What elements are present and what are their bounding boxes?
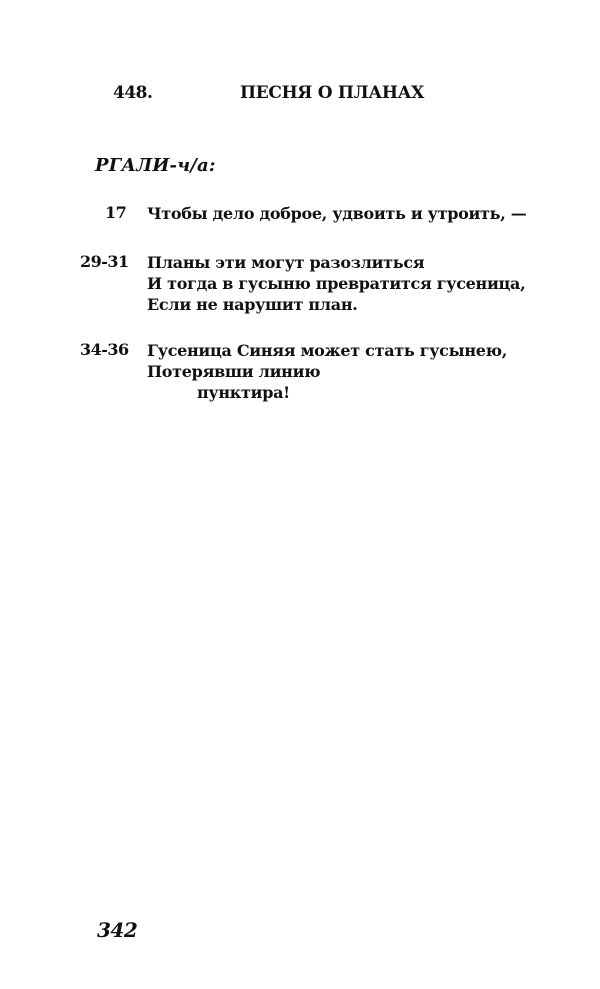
- variant-text: [147, 252, 525, 315]
- verse-line: Планы эти могут разозлиться: [147, 253, 425, 272]
- line-reference: 29-31: [80, 252, 129, 271]
- line-reference: 34-36: [80, 340, 129, 359]
- variant-text: [147, 340, 507, 403]
- verse-line: Гусеница Синяя может стать гусынею,: [147, 341, 508, 360]
- source-label: РГАЛИ-ч/а:: [95, 155, 216, 176]
- verse-line: И тогда в гусыню превратится гусеница,: [147, 274, 526, 293]
- line-reference: 17: [105, 203, 127, 222]
- verse-line: Чтобы дело доброе, удвоить и утроить, —: [147, 204, 527, 223]
- page-number: 342: [97, 918, 138, 942]
- variant-text: [147, 203, 526, 224]
- item-number: 448.: [113, 83, 153, 103]
- verse-line: Если не нарушит план.: [147, 295, 358, 314]
- page-title: ПЕСНЯ О ПЛАНАХ: [240, 83, 425, 103]
- verse-line: Потерявши линию: [147, 362, 321, 381]
- verse-line-indented: пунктира!: [197, 383, 290, 402]
